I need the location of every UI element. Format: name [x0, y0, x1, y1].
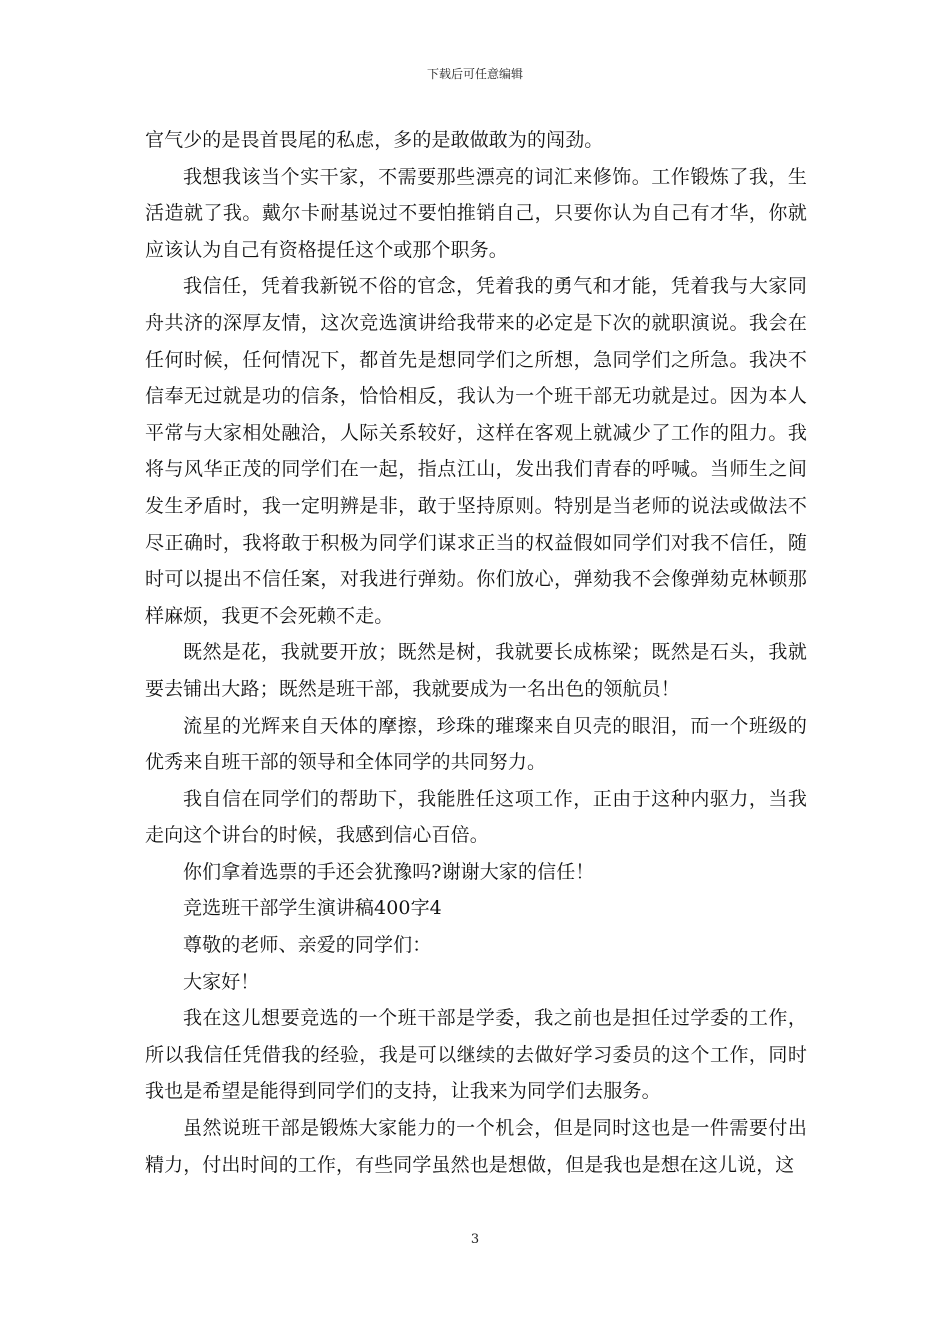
paragraph: 官气少的是畏首畏尾的私虑，多的是敢做敢为的闯劲。: [145, 129, 604, 151]
document-body: [145, 122, 807, 1183]
greeting: 大家好！: [183, 970, 260, 993]
paragraph: 你们拿着选票的手还会犹豫吗?谢谢大家的信任！: [183, 860, 595, 883]
page-number: 3: [470, 1232, 480, 1247]
page-header: 下载后可任意编辑: [426, 67, 523, 81]
paragraph: 我想我该当个实干家，不需要那些漂亮的词汇来修饰。工作锻炼了我，生活造就了我。戴尔卡耐基说过不要怕推销自己，只要你认为自己有才华，你就应该认为自己有资格提任这个或那个职务。: [145, 165, 807, 261]
section-heading: 竞选班干部学生演讲稿400字4: [183, 897, 442, 920]
paragraph: 虽然说班干部是锻炼大家能力的一个机会，但是同时这也是一件需要付出精力，付出时间的工作，有些同学虽然也是想做，但是我也是想在这儿说，这: [145, 1117, 807, 1176]
paragraph: 流星的光辉来自天体的摩擦，珍珠的璀璨来自贝壳的眼泪，而一个班级的优秀来自班干部的领导和全体同学的共同努力。: [145, 714, 807, 774]
paragraph: 我在这儿想要竞选的一个班干部是学委，我之前也是担任过学委的工作，所以我信任凭借我的经验，我是可以继续的去做好学习委员的这个工作，同时我也是希望是能得到同学们的支持，让我来为同学们去服务。: [145, 1007, 807, 1103]
paragraph: 我信任，凭着我新锐不俗的官念，凭着我的勇气和才能，凭着我与大家同舟共济的深厚友情，这次竞选演讲给我带来的必定是下次的就职演说。我会在任何时候，任何情况下，都首先是想同学们之所想，急同学们之所急。我决不信奉无过就是功的信条，恰恰相反，我认为一个班干部无功就是过。因为本人平常与大家相处融洽，人际关系较好，这样在客观上就减少了工作的阻力。我将与风华正茂的同学们在一起，指点江山，发出我们青春的呼喊。当师生之间发生矛盾时，我一定明辨是非，敢于坚持原则。特别是当老师的说法或做法不尽正确时，我将敢于积极为同学们谋求正当的权益假如同学们对我不信任，随时可以提出不信任案，对我进行弹劾。你们放心，弹劾我不会像弹劾克林顿那样麻烦，我更不会死赖不走。: [145, 275, 807, 627]
salutation: 尊敬的老师、亲爱的同学们：: [183, 934, 432, 957]
paragraph: 既然是花，我就要开放；既然是树，我就要长成栋梁；既然是石头，我就要去铺出大路；既然是班干部，我就要成为一名出色的领航员！: [145, 641, 807, 700]
paragraph: 我自信在同学们的帮助下，我能胜任这项工作，正由于这种内驱力，当我走向这个讲台的时候，我感到信心百倍。: [145, 787, 807, 847]
